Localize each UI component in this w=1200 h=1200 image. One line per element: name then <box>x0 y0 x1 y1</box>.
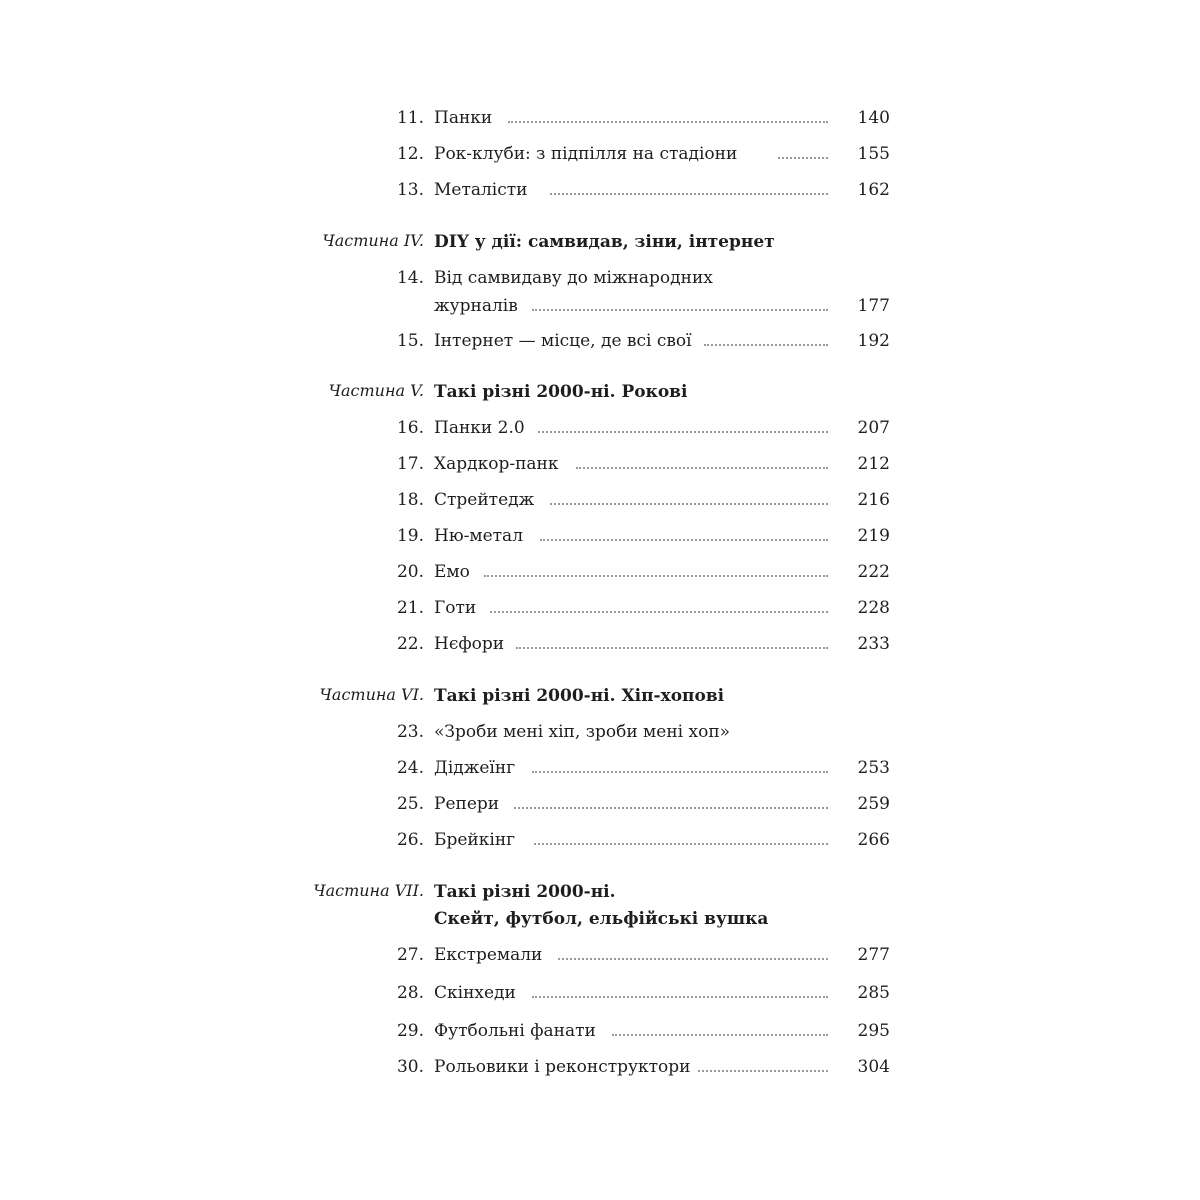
entry-page: 192 <box>857 331 890 351</box>
entry-title: Рок-клуби: з підпілля на стадіони <box>434 144 738 164</box>
entry-title: Брейкінг <box>434 830 516 850</box>
entry-title: Скінхеди <box>434 983 516 1003</box>
part-title: DIY у дії: самвидав, зіни, інтернет <box>434 232 775 252</box>
dot-leader <box>532 771 828 773</box>
dot-leader <box>516 647 828 649</box>
entry-page: 155 <box>857 144 890 164</box>
entry-title: Нєфори <box>434 634 505 654</box>
dot-leader <box>550 193 828 195</box>
entry-page: 266 <box>857 830 890 850</box>
entry-page: 277 <box>857 945 890 965</box>
entry-title: Панки 2.0 <box>434 418 525 438</box>
entry-title: Металісти <box>434 180 528 200</box>
entry-title: Інтернет — місце, де всі свої <box>434 331 692 351</box>
entry-number: 13. <box>396 180 424 200</box>
entry-number: 15. <box>396 331 424 351</box>
entry-number: 30. <box>396 1057 424 1077</box>
entry-number: 14. <box>396 268 424 288</box>
entry-number: 23. <box>396 722 424 742</box>
entry-page: 295 <box>857 1021 890 1041</box>
entry-page: 228 <box>857 598 890 618</box>
entry-page: 233 <box>857 634 890 654</box>
entry-page: 216 <box>857 490 890 510</box>
dot-leader <box>558 958 828 960</box>
dot-leader <box>550 503 828 505</box>
entry-page: 219 <box>857 526 890 546</box>
part-label: Частина IV. <box>322 231 424 250</box>
entry-number: 18. <box>396 490 424 510</box>
entry-page: 177 <box>857 296 890 316</box>
dot-leader <box>508 121 828 123</box>
entry-number: 12. <box>396 144 424 164</box>
entry-title: Репери <box>434 794 500 814</box>
entry-title: Екстремали <box>434 945 543 965</box>
entry-page: 207 <box>857 418 890 438</box>
entry-number: 19. <box>396 526 424 546</box>
entry-number: 11. <box>396 108 424 128</box>
entry-number: 21. <box>396 598 424 618</box>
entry-page: 222 <box>857 562 890 582</box>
entry-page: 253 <box>857 758 890 778</box>
entry-number: 20. <box>396 562 424 582</box>
entry-page: 140 <box>857 108 890 128</box>
part-label: Частина VI. <box>319 685 424 704</box>
dot-leader <box>514 807 828 809</box>
part-label: Частина VII. <box>313 881 424 900</box>
dot-leader <box>538 431 828 433</box>
dot-leader <box>532 309 828 311</box>
part-label: Частина V. <box>328 381 424 400</box>
entry-title: Футбольні фанати <box>434 1021 596 1041</box>
entry-page: 162 <box>857 180 890 200</box>
entry-title: Панки <box>434 108 493 128</box>
entry-title: Готи <box>434 598 477 618</box>
entry-number: 27. <box>396 945 424 965</box>
entry-number: 25. <box>396 794 424 814</box>
entry-number: 17. <box>396 454 424 474</box>
entry-number: 16. <box>396 418 424 438</box>
entry-title: журналів <box>434 296 518 316</box>
entry-title: Ню-метал <box>434 526 523 546</box>
entry-page: 212 <box>857 454 890 474</box>
dot-leader <box>778 157 828 159</box>
entry-title: Рольовики і реконструктори <box>434 1057 691 1077</box>
entry-title: Діджеїнг <box>434 758 516 778</box>
entry-page: 304 <box>857 1057 890 1077</box>
entry-title: Від самвидаву до міжнародних <box>434 268 713 288</box>
part-title: Такі різні 2000-ні. <box>434 882 616 902</box>
entry-number: 22. <box>396 634 424 654</box>
dot-leader <box>612 1034 828 1036</box>
dot-leader <box>484 575 828 577</box>
dot-leader <box>540 539 828 541</box>
dot-leader <box>576 467 828 469</box>
dot-leader <box>490 611 828 613</box>
part-title: Такі різні 2000-ні. Рокові <box>434 382 688 402</box>
entry-page: 285 <box>857 983 890 1003</box>
dot-leader <box>698 1070 828 1072</box>
entry-title: «Зроби мені хіп, зроби мені хоп» <box>434 722 731 742</box>
entry-title: Стрейтедж <box>434 490 535 510</box>
part-title: Такі різні 2000-ні. Хіп-хопові <box>434 686 725 706</box>
entry-number: 26. <box>396 830 424 850</box>
entry-title: Емо <box>434 562 470 582</box>
dot-leader <box>532 996 828 998</box>
dot-leader <box>534 843 828 845</box>
entry-number: 24. <box>396 758 424 778</box>
entry-number: 28. <box>396 983 424 1003</box>
part-title: Скейт, футбол, ельфійські вушка <box>434 909 769 929</box>
entry-page: 259 <box>857 794 890 814</box>
dot-leader <box>704 344 828 346</box>
entry-number: 29. <box>396 1021 424 1041</box>
entry-title: Хардкор-панк <box>434 454 559 474</box>
